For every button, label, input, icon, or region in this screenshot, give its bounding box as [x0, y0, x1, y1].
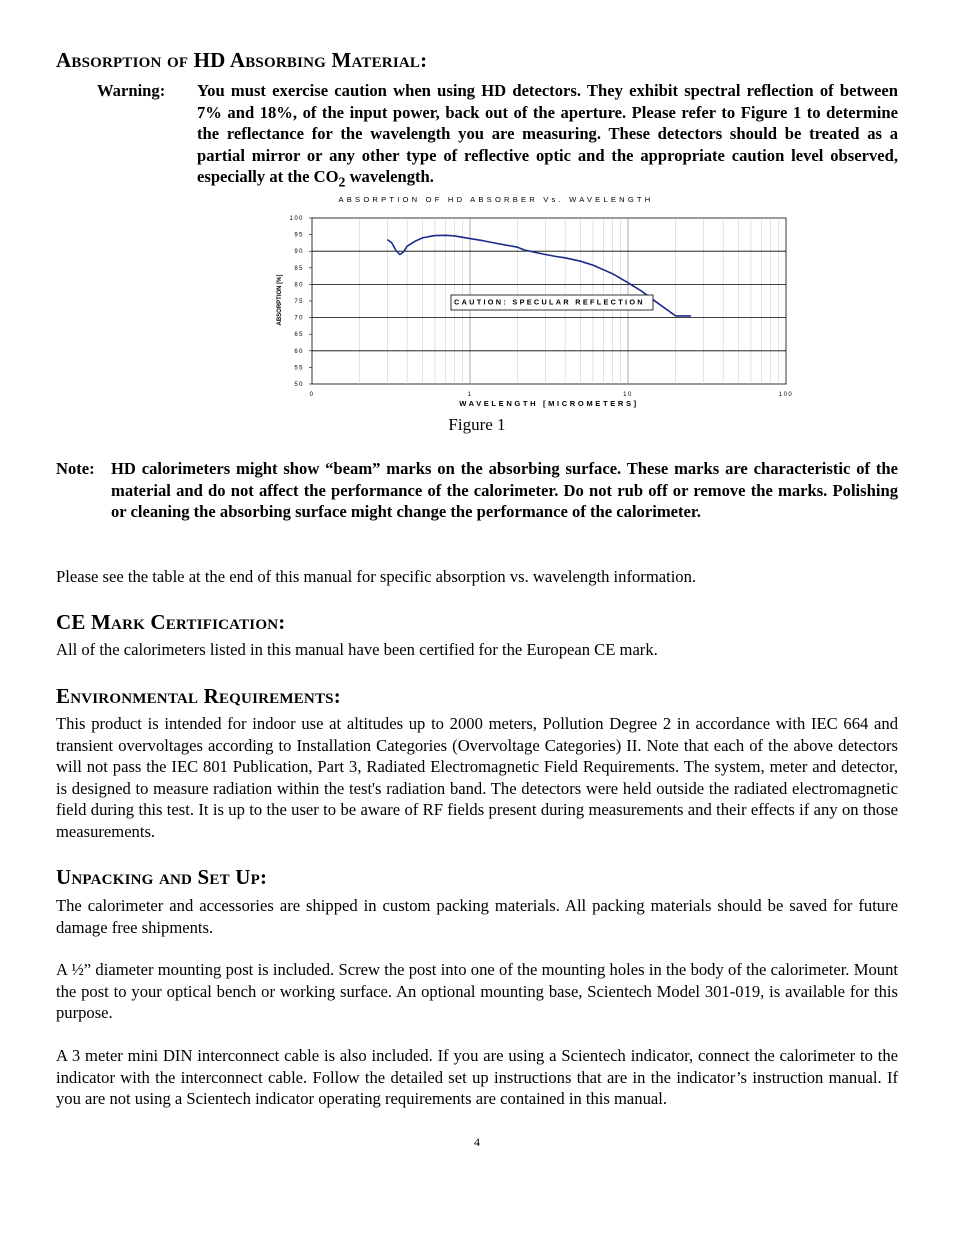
section-heading-unpacking: Unpacking and Set Up: [56, 865, 268, 889]
unpacking-paragraph-2: A ½” diameter mounting post is included. Screw the post into one of the mounting holes in the body of the calorimeter. Mount the post to your optical bench or working surface. An optional mounting base, Scientech Model 301-019, is available for this purpose. [56, 960, 898, 1023]
section-heading-environmental: Environmental Requirements: [56, 684, 341, 708]
figure-caption: Figure 1 [448, 415, 506, 434]
chart-xlabel: WAVELENGTH [MICROMETERS] [459, 399, 639, 408]
page-number: 4 [474, 1135, 480, 1149]
section-heading-absorption: Absorption of HD Absorbing Material: [56, 48, 428, 72]
y-tick-label: 90 [294, 249, 304, 256]
y-tick-label: 85 [294, 265, 304, 272]
absorption-chart [206, 190, 794, 412]
unpacking-paragraph-3: A 3 meter mini DIN interconnect cable is also included. If you are using a Scientech indicator, connect the calorimeter to the indicator with the interconnect cable. Follow the detailed set up instructions that are in the indicator’s instruction manual. If you are not using a Scientech indicator operating requirements are contained in this manual. [56, 1046, 898, 1109]
section-heading-ce: CE Mark Certification: [56, 610, 286, 634]
y-tick-label: 100 [289, 216, 304, 222]
chart-title: ABSORPTION OF HD ABSORBER Vs. WAVELENGTH [338, 195, 654, 204]
y-tick-label: 50 [294, 382, 304, 388]
x-tick-label: 1 [467, 392, 473, 398]
environmental-paragraph: This product is intended for indoor use at altitudes up to 2000 meters, Pollution Degree 2 in accordance with IEC 664 and transient overvoltages according to Installation Categories (Overvoltage Categories) II. Note that each of the above detectors will not pass the IEC 801 Publication, Part 3, Radiated Electromagnetic Field Requirements. The system, meter and detector, is designed to measure radiation within the test's radiation band. The detectors were held outside the radiated electromagnetic field during this test. It is up to the user to be aware of RF fields present during measurements and their effects if any on those measurements. [56, 714, 898, 841]
x-tick-label: 100 [778, 392, 794, 398]
y-tick-label: 70 [294, 315, 304, 322]
warning-label: Warning: [97, 81, 166, 100]
absorption-table-paragraph: Please see the table at the end of this manual for specific absorption vs. wavelength information. [56, 567, 697, 586]
caution-annotation: CAUTION: SPECULAR REFLECTION [454, 297, 645, 307]
note-block [56, 458, 898, 523]
warning-text: You must exercise caution when using HD detectors. They exhibit spectral reflection of between 7% and 18%, of the input power, back out of the aperture. Please refer to Figure 1 to determine the reflectance for the wavelength you are measuring. These detectors should be treated as a partial mirror or any other type of reflective optic and the appropriate caution level observed, especially at the $CO_2$ wavelength. [197, 81, 898, 190]
unpacking-paragraph-1: The calorimeter and accessories are shipped in custom packing materials. All packing materials should be saved for future damage free shipments. [56, 896, 898, 937]
chart-y-ticks [289, 216, 312, 388]
note-text: HD calorimeters might show “beam” marks on the absorbing surface. These marks are characteristic of the material and do not affect the performance of the calorimeter. Do not rub off or remove the marks. Polishing or cleaning the absorbing surface might change the performance of the calorimeter. [111, 459, 898, 522]
chart-ylabel: ABSORPTION [%] [277, 274, 283, 326]
y-tick-label: 95 [294, 232, 304, 239]
chart-x-ticks [310, 392, 794, 398]
y-tick-label: 60 [294, 348, 304, 355]
y-tick-label: 75 [294, 299, 304, 305]
y-tick-label: 80 [294, 282, 304, 289]
co2-subscript: 2 [338, 174, 346, 190]
ce-paragraph: All of the calorimeters listed in this manual have been certified for the European CE mark. [56, 640, 658, 659]
y-tick-label: 55 [294, 365, 304, 372]
chart-svg [206, 190, 794, 412]
y-tick-label: 65 [294, 332, 304, 339]
x-tick-label: 10 [623, 392, 633, 398]
x-tick-label: 0 [309, 392, 315, 398]
note-label: Note: [56, 459, 95, 478]
warning-block [97, 80, 898, 193]
